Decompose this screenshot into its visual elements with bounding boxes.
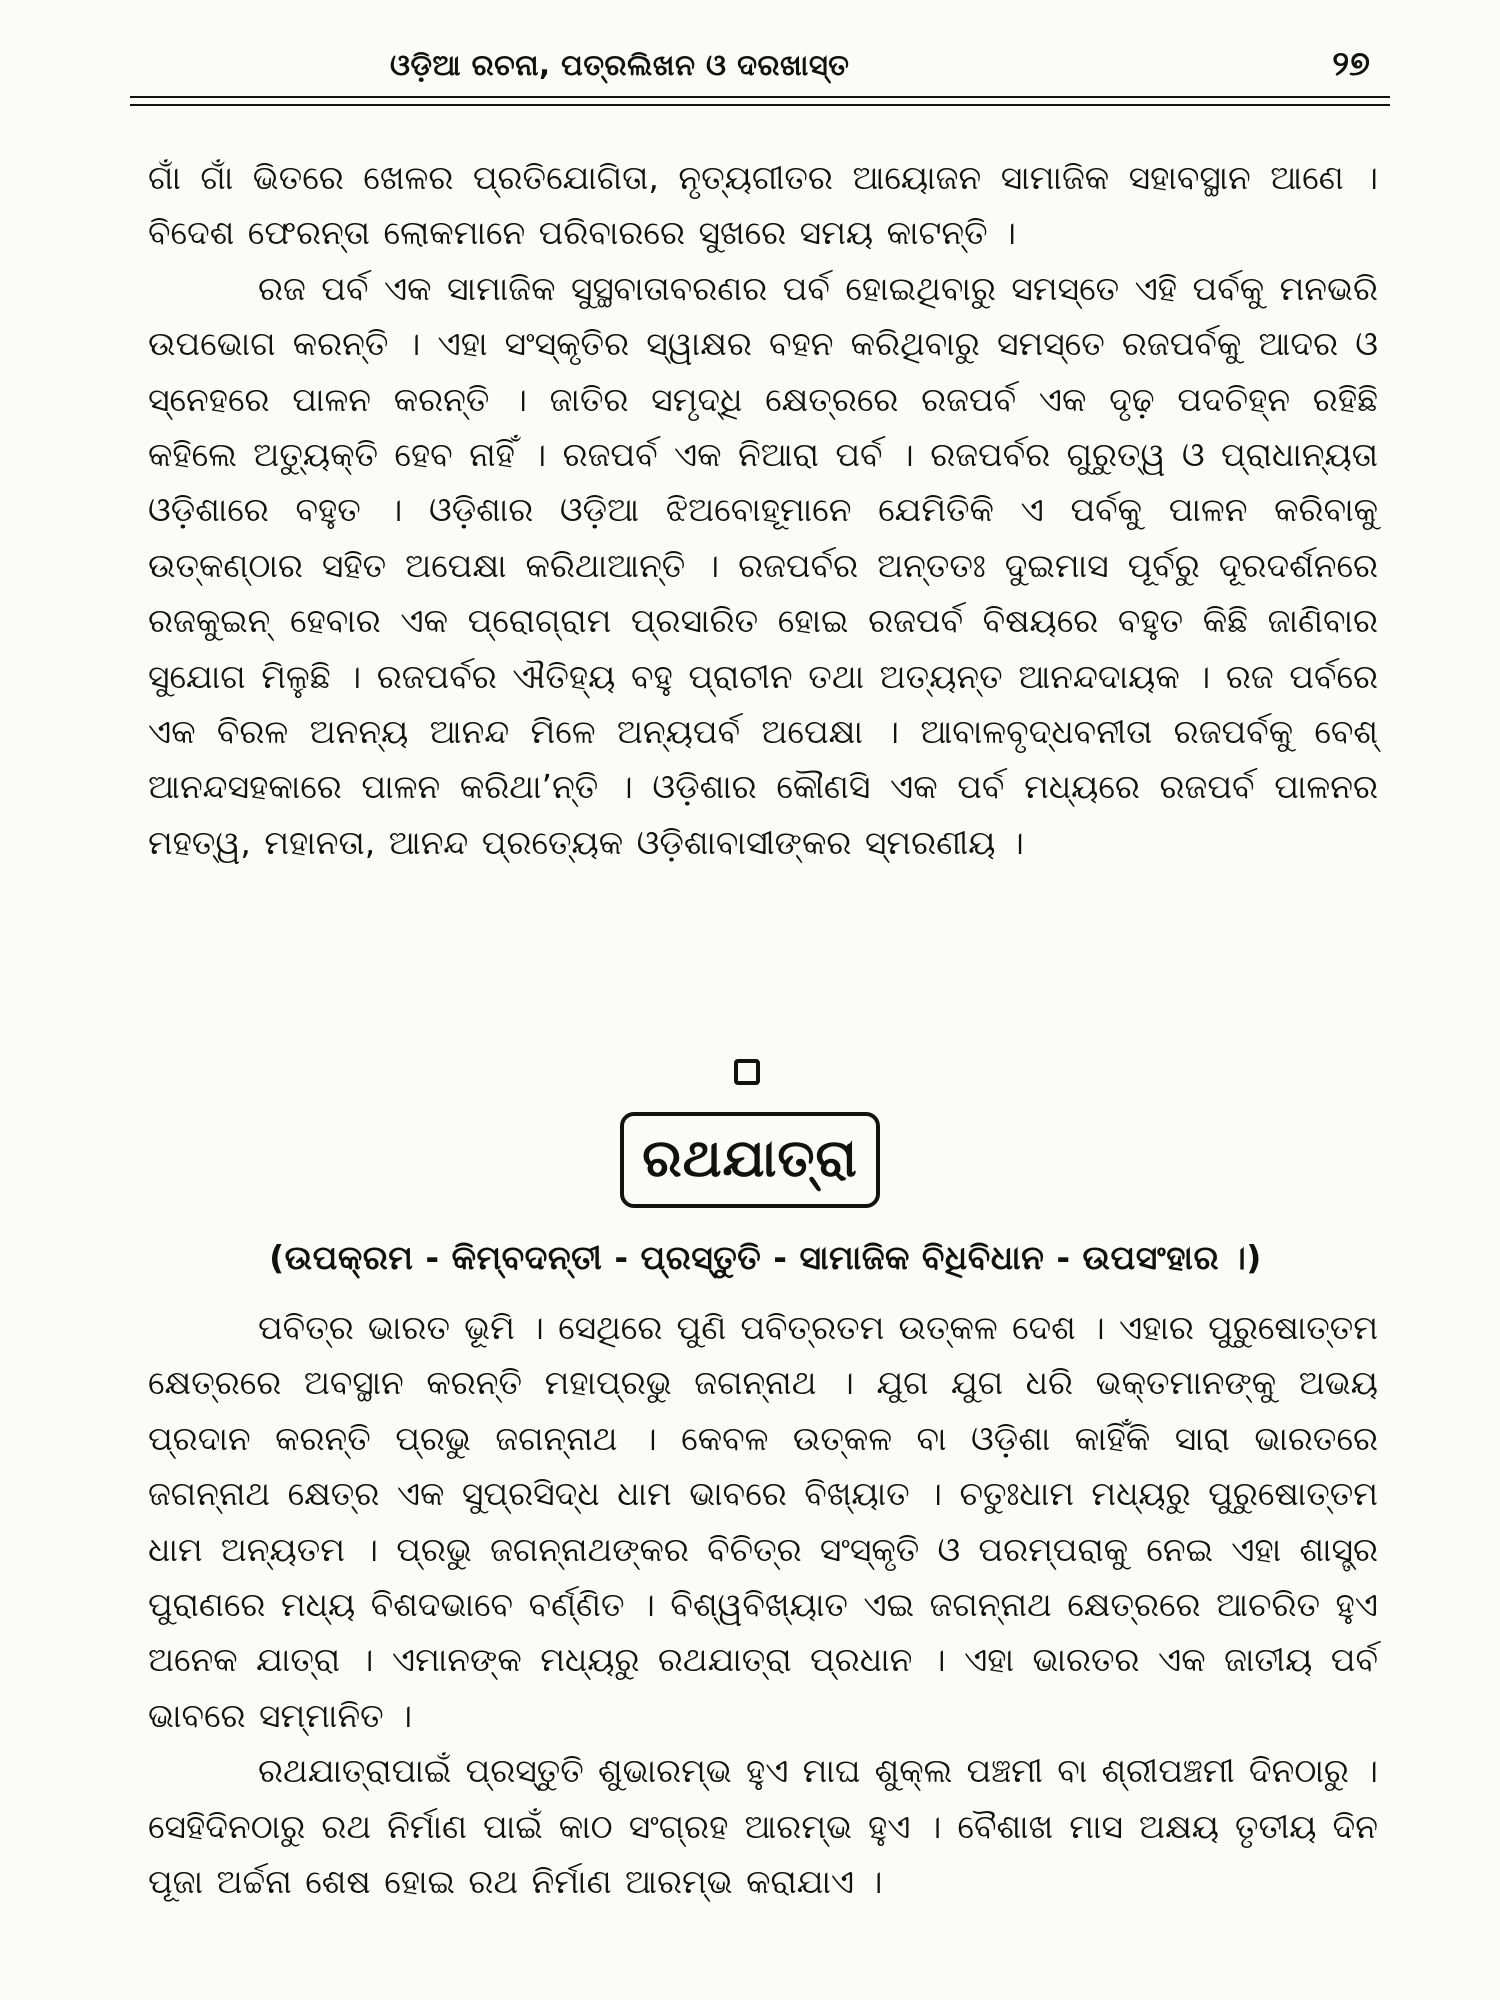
rathayatra-paragraph-2: ରଥଯାତ୍ରାପାଇଁ ପ୍ରସ୍ତୁତି ଶୁଭାରମ୍ଭ ହୁଏ ମାଘ ଶୁକ୍ଲ ପଞ୍ଚମୀ ବା ଶ୍ରୀପଞ୍ଚମୀ ଦିନଠାରୁ । ସେହିଦିନଠାରୁ ରଥ ନିର୍ମାଣ ପାଇଁ କାଠ ସଂଗ୍ରହ ଆରମ୍ଭ ହୁଏ । ବୈଶାଖ ମାସ ଅକ୍ଷୟ ତୃତୀୟ ଦିନ ପୂଜା ଅର୍ଚ୍ଚନା ଶେଷ ହୋଇ ରଥ ନିର୍ମାଣ ଆରମ୍ଭ କରାଯାଏ ।: [148, 1751, 1378, 1902]
header-rule-bottom: [130, 104, 1390, 106]
page-number: ୨୭: [1332, 44, 1370, 84]
rathayatra-paragraph-1: ପବିତ୍ର ଭାରତ ଭୂମି । ସେଥିରେ ପୁଣି ପବିତ୍ରତମ ଉତ୍କଳ ଦେଶ । ଏହାର ପୁରୁଷୋତ୍ତମ କ୍ଷେତ୍ରରେ ଅବସ୍ଥାନ କରନ୍ତି ମହାପ୍ରଭୁ ଜଗନ୍ନାଥ । ଯୁଗ ଯୁଗ ଧରି ଭକ୍ତମାନଙ୍କୁ ଅଭୟ ପ୍ରଦାନ କରନ୍ତି ପ୍ରଭୁ ଜଗନ୍ନାଥ । କେବଳ ଉତ୍କଳ ବା ଓଡ଼ିଶା କାହିଁକି ସାରା ଭାରତରେ ଜଗନ୍ନାଥ କ୍ଷେତ୍ର ଏକ ସୁପ୍ରସିଦ୍ଧ ଧାମ ଭାବରେ ବିଖ୍ୟାତ । ଚତୁଃଧାମ ମଧ୍ୟରୁ ପୁରୁଷୋତ୍ତମ ଧାମ ଅନ୍ୟତମ । ପ୍ରଭୁ ଜଗନ୍ନାଥଙ୍କର ବିଚିତ୍ର ସଂସ୍କୃତି ଓ ପରମ୍ପରାକୁ ନେଇ ଏହା ଶାସ୍ତ୍ର ପୁରାଣରେ ମଧ୍ୟ ବିଶଦଭାବେ ବର୍ଣ୍ଣିତ । ବିଶ୍ୱବିଖ୍ୟାତ ଏଇ ଜଗନ୍ନାଥ କ୍ଷେତ୍ରରେ ଆଚରିତ ହୁଏ ଅନେକ ଯାତ୍ରା । ଏମାନଙ୍କ ମଧ୍ୟରୁ ରଥଯାତ୍ରା ପ୍ରଧାନ । ଏହା ଭାରତର ଏକ ଜାତୀୟ ପର୍ବ ଭାବରେ ସମ୍ମାନିତ ।: [148, 1308, 1378, 1735]
section-separator-icon: [734, 1059, 760, 1085]
raja-paragraph-continued: ଗାଁ ଗାଁ ଭିତରେ ଖେଳର ପ୍ରତିଯୋଗିତା, ନୃତ୍ୟଗୀତର ଆୟୋଜନ ସାମାଜିକ ସହାବସ୍ଥାନ ଆଣେ । ବିଦେଶ ଫେରନ୍ତା ଲୋକମାନେ ପରିବାରରେ ସୁଖରେ ସମୟ କାଟନ୍ତି ।: [148, 158, 1378, 253]
essay-outline: (ଉପକ୍ରମ - କିମ୍ବଦନ୍ତୀ - ପ୍ରସ୍ତୁତି - ସାମାଜିକ ବିଧିବିଧାନ - ଉପସଂହାର ।): [269, 1238, 1262, 1277]
header-rule-top: [130, 96, 1390, 98]
running-header: [130, 38, 1390, 100]
chapter-title: ରଥଯାତ୍ରା: [620, 1112, 880, 1208]
raja-festival-text: [148, 150, 1378, 870]
raja-paragraph: ରଜ ପର୍ବ ଏକ ସାମାଜିକ ସୁସ୍ଥବାତାବରଣର ପର୍ବ ହୋଇଥିବାରୁ ସମସ୍ତେ ଏହି ପର୍ବକୁ ମନଭରି ଉପଭୋଗ କରନ୍ତି । ଏହା ସଂସ୍କୃତିର ସ୍ୱାକ୍ଷର ବହନ କରିଥିବାରୁ ସମସ୍ତେ ରଜପର୍ବକୁ ଆଦର ଓ ସ୍ନେହରେ ପାଳନ କରନ୍ତି । ଜାତିର ସମୃଦ୍ଧି କ୍ଷେତ୍ରରେ ରଜପର୍ବ ଏକ ଦୃଢ଼ ପଦଚିହ୍ନ ରହିଛି କହିଲେ ଅତ୍ୟୁକ୍ତି ହେବ ନାହିଁ । ରଜପର୍ବ ଏକ ନିଆରା ପର୍ବ । ରଜପର୍ବର ଗୁରୁତ୍ୱ ଓ ପ୍ରାଧାନ୍ୟତା ଓଡ଼ିଶାରେ ବହୁତ । ଓଡ଼ିଶାର ଓଡ଼ିଆ ଝିଅବୋହୂମାନେ ଯେମିତିକି ଏ ପର୍ବକୁ ପାଳନ କରିବାକୁ ଉତ୍କଣ୍ଠାର ସହିତ ଅପେକ୍ଷା କରିଥାଆନ୍ତି । ରଜପର୍ବର ଅନ୍ତତଃ ଦୁଇମାସ ପୂର୍ବରୁ ଦୂରଦର୍ଶନରେ ରଜକୁଇନ୍ ହେବାର ଏକ ପ୍ରୋଗ୍ରାମ ପ୍ରସାରିତ ହୋଇ ରଜପର୍ବ ବିଷୟରେ ବହୁତ କିଛି ଜାଣିବାର ସୁଯୋଗ ମିଳୁଛି । ରଜପର୍ବର ଐତିହ୍ୟ ବହୁ ପ୍ରାଚୀନ ତଥା ଅତ୍ୟନ୍ତ ଆନନ୍ଦଦାୟକ । ରଜ ପର୍ବରେ ଏକ ବିରଳ ଅନନ୍ୟ ଆନନ୍ଦ ମିଳେ ଅନ୍ୟପର୍ବ ଅପେକ୍ଷା । ଆବାଳବୃଦ୍ଧବନୀତା ରଜପର୍ବକୁ ବେଶ୍ ଆନନ୍ଦସହକାରେ ପାଳନ କରିଥା’ନ୍ତି । ଓଡ଼ିଶାର କୌଣସି ଏକ ପର୍ବ ମଧ୍ୟରେ ରଜପର୍ବ ପାଳନର ମହତ୍ୱ, ମହାନତା, ଆନନ୍ଦ ପ୍ରତ୍ୟେକ ଓଡ଼ିଶାବାସୀଙ୍କର ସ୍ମରଣୀୟ ।: [148, 268, 1378, 862]
rathayatra-text: [148, 1300, 1378, 1909]
running-title: ଓଡ଼ିଆ ରଚନା, ପତ୍ରଲିଖନ ଓ ଦରଖାସ୍ତ: [390, 48, 850, 82]
